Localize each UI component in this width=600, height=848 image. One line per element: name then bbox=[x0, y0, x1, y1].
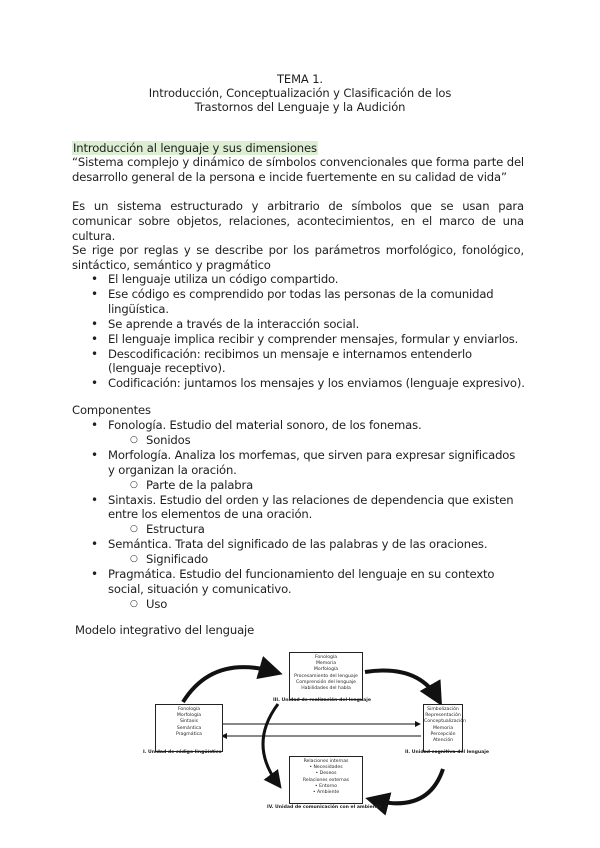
quote-line: desarrollo general de la persona e incide fuertemente en su calidad de vida” bbox=[72, 170, 507, 184]
list-item: • Sintaxis. Estudio del orden y las relaciones de dependencia que existen entre los elementos de una oración. ○ Estructura bbox=[108, 493, 528, 538]
sub-list-item: ○ Estructura bbox=[146, 522, 528, 537]
curved-arrow bbox=[373, 769, 443, 803]
sub-list-item: ○ Uso bbox=[146, 597, 528, 612]
sub-list-item: ○ Sonidos bbox=[146, 433, 528, 448]
paragraph-line: Es un sistema estructurado y arbitrario de símbolos que se usan para bbox=[72, 199, 524, 213]
caption-comunicacion: IV. Unidad de comunicación con el ambiente bbox=[267, 805, 382, 810]
box-cognitiva: Simbolización Representación Conceptualización Memoria Percepción Atención bbox=[423, 704, 463, 752]
curved-arrow bbox=[183, 667, 275, 702]
componentes-list bbox=[108, 418, 528, 612]
caption-codigo: I. Unidad de código lingüístico bbox=[143, 750, 222, 755]
list-item: • Codificación: juntamos los mensajes y los enviamos (lenguaje expresivo). bbox=[108, 376, 528, 391]
section-heading-intro bbox=[72, 141, 318, 156]
list-item: • Descodificación: recibimos un mensaje e internamos entenderlo (lenguaje receptivo). bbox=[108, 347, 528, 377]
highlighted-heading: Introducción al lenguaje y sus dimensiones bbox=[73, 141, 317, 155]
box-realizacion: Fonología Memoria Morfología Procesamiento del lenguaje Comprensión del lenguaje Habilidades del habla bbox=[289, 652, 363, 700]
paragraph-line: comunicar sobre objetos, relaciones, acontecimientos, en el marco de una bbox=[72, 214, 524, 228]
list-item: • Fonología. Estudio del material sonoro, de los fonemas. ○ Sonidos bbox=[108, 418, 528, 448]
list-item: • Semántica. Trata del significado de las palabras y de las oraciones. ○ Significado bbox=[108, 537, 528, 567]
paragraph-line: Se rige por reglas y se describe por los parámetros morfológico, fonológico, bbox=[72, 243, 524, 257]
section-heading-modelo: Modelo integrativo del lenguaje bbox=[75, 623, 255, 637]
list-item: • El lenguaje implica recibir y comprender mensajes, formular y enviarlos. bbox=[108, 332, 528, 347]
paragraph-line: cultura. bbox=[72, 229, 116, 243]
curved-arrow bbox=[263, 704, 278, 784]
doc-title: TEMA 1. bbox=[276, 72, 323, 86]
box-comunicacion: Relaciones internas • Necesidades • Deseos Relaciones externas • Entorno • Ambiente bbox=[289, 756, 363, 804]
caption-cognitiva: II. Unidad cognitiva del lenguaje bbox=[405, 750, 489, 755]
quote-line: “Sistema complejo y dinámico de símbolos convencionales que forma parte del bbox=[72, 155, 524, 169]
sub-list-item: ○ Parte de la palabra bbox=[146, 478, 528, 493]
section-heading-componentes: Componentes bbox=[72, 403, 151, 417]
list-item: • Pragmática. Estudio del funcionamiento del lenguaje en su contexto social, situación y comunicativo. ○ Uso bbox=[108, 567, 528, 612]
list-item: • Ese código es comprendido por todas las personas de la comunidad lingüística. bbox=[108, 287, 528, 317]
doc-subtitle-line2: Trastornos del Lenguaje y la Audición bbox=[194, 100, 406, 114]
intro-bullet-list bbox=[108, 272, 528, 391]
list-item: • El lenguaje utiliza un código compartido. bbox=[108, 272, 528, 287]
caption-realizacion: III. Unidad de realización del lenguaje bbox=[273, 698, 371, 703]
box-codigo: Fonología Morfología Sintaxis Semántica Pragmática bbox=[155, 704, 223, 752]
list-item: • Se aprende a través de la interacción social. bbox=[108, 317, 528, 332]
sub-list-item: ○ Significado bbox=[146, 552, 528, 567]
list-item: • Morfología. Analiza los morfemas, que sirven para expresar significados y organizan la oración. ○ Parte de la palabra bbox=[108, 448, 528, 493]
integrative-model-diagram bbox=[143, 644, 489, 820]
paragraph-line: sintáctico, semántico y pragmático bbox=[72, 258, 271, 272]
doc-subtitle-line1: Introducción, Conceptualización y Clasificación de los bbox=[148, 86, 452, 100]
curved-arrow bbox=[365, 671, 438, 699]
